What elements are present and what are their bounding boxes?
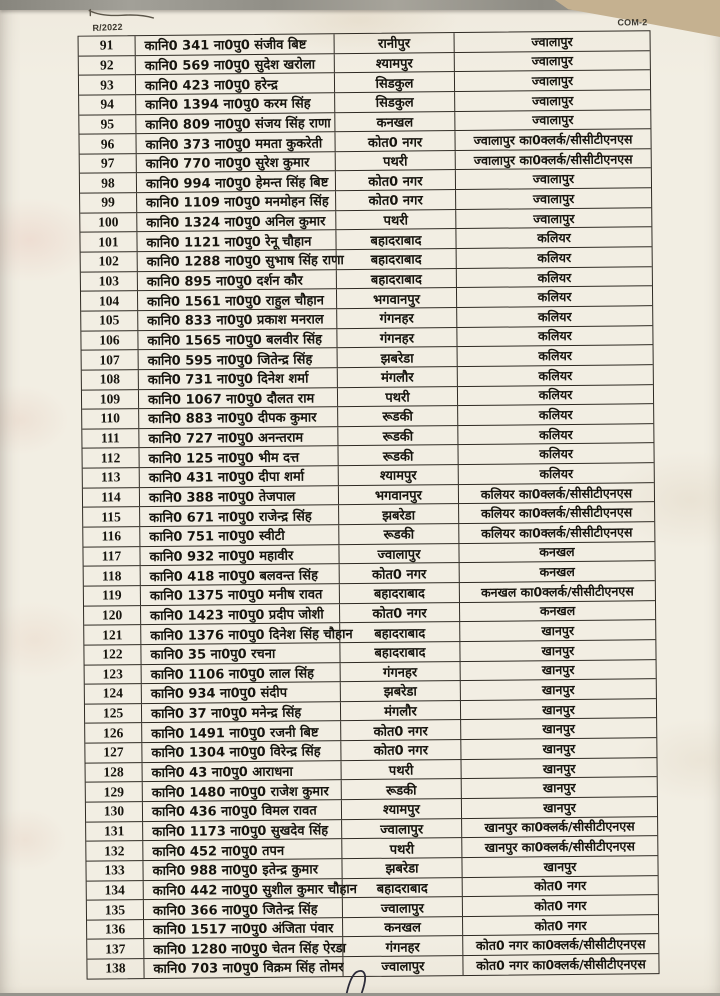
cell-transfer-posting: कलियर	[456, 287, 652, 308]
cell-current-posting: ज्वालापुर	[341, 819, 461, 839]
cell-current-posting: पथरी	[337, 387, 457, 407]
cell-transfer-posting: कोत0 नगर	[462, 915, 658, 936]
cell-serial-number: 98	[101, 175, 115, 191]
cell-transfer-posting: खानपुर	[461, 797, 657, 818]
cell-transfer-posting: कलियर	[457, 385, 653, 406]
cell-rank-number-name: कानि0 809 ना0पु0 संजय सिंह राणा	[135, 113, 334, 134]
cell-serial-number: 129	[103, 783, 124, 800]
cell-rank-number-name: कानि0 125 ना0पु0 भीम दत्त	[138, 447, 337, 468]
cell-rank-number-name: कानि0 703 ना0पु0 विक्रम सिंह तोमर	[143, 957, 342, 978]
cell-current-posting: रूडकी	[338, 524, 458, 544]
cell-serial-number: 122	[102, 646, 123, 662]
cell-serial-number: 120	[101, 607, 123, 623]
cell-rank-number-name: कानि0 770 ना0पु0 सुरेश कुमार	[136, 152, 335, 173]
cell-transfer-posting: खानपुर	[460, 679, 656, 700]
cell-current-posting: कोत0 नगर	[339, 563, 459, 583]
cell-transfer-posting: कलियर	[456, 267, 652, 288]
cell-current-posting: बहादराबाद	[339, 642, 459, 662]
cell-transfer-posting: कलियर	[458, 463, 654, 484]
cell-rank-number-name: कानि0 751 ना0पु0 स्वीटी	[139, 525, 338, 546]
cell-transfer-posting: कलियर	[457, 345, 653, 366]
cell-serial-number: 121	[102, 626, 123, 643]
cell-rank-number-name: कानि0 934 ना0पु0 संदीप	[141, 682, 340, 703]
cell-rank-number-name: कानि0 932 ना0पु0 महावीर	[139, 545, 338, 566]
cell-current-posting: सिडकुल	[334, 72, 454, 92]
cell-rank-number-name: कानि0 1324 ना0पु0 अनिल कुमार	[136, 211, 335, 232]
cell-serial-number: 95	[100, 116, 115, 132]
cell-serial-number: 103	[98, 273, 120, 289]
cell-serial-number: 115	[101, 508, 121, 525]
cell-serial-number: 135	[104, 901, 126, 917]
cell-transfer-posting: कलियर	[457, 424, 653, 445]
cell-rank-number-name: कानि0 1491 ना0पु0 रजनी बिष्ट	[141, 722, 340, 743]
cell-transfer-posting: खानपुर	[461, 778, 657, 799]
cell-transfer-posting: कलियर का0क्लर्क/सीसीटीएनएस	[458, 483, 654, 504]
cell-transfer-posting: कलियर	[457, 404, 653, 425]
cell-transfer-posting: ज्वालापुर	[454, 110, 650, 131]
cell-serial-number: 96	[100, 135, 115, 151]
cell-transfer-posting: कलियर	[456, 306, 652, 327]
com-code: COM-2	[617, 17, 648, 28]
cell-transfer-posting: कोत0 नगर का0क्लर्क/सीसीटीएनएस	[462, 954, 658, 975]
cell-transfer-posting: ज्वालापुर	[455, 188, 651, 209]
cell-current-posting: मंगलौर	[337, 367, 457, 387]
cell-current-posting: कोत0 नगर	[335, 190, 455, 210]
cell-current-posting: रूडकी	[337, 426, 457, 446]
cell-rank-number-name: कानि0 1106 ना0पु0 लाल सिंह	[141, 663, 340, 684]
cell-current-posting: कनखल	[342, 917, 462, 937]
cell-transfer-posting: कलियर	[457, 444, 653, 465]
cell-serial-number: 113	[100, 469, 121, 485]
cell-rank-number-name: कानि0 1280 ना0पु0 चेतन सिंह ऐरडा	[143, 938, 342, 959]
cell-rank-number-name: कानि0 341 ना0पु0 संजीव बिष्ट	[135, 34, 334, 55]
cell-serial-number: 117	[101, 548, 122, 564]
cell-current-posting: मंगलौर	[340, 701, 460, 721]
cell-transfer-posting: कलियर	[455, 228, 651, 249]
cell-serial-number: 93	[100, 76, 114, 93]
cell-current-posting: कोत0 नगर	[339, 603, 459, 623]
cell-serial-number: 131	[103, 823, 125, 839]
cell-rank-number-name: कानि0 988 ना0पु0 इतेन्द्र कुमार	[142, 859, 341, 880]
cell-transfer-posting: खानपुर	[460, 738, 656, 759]
cell-transfer-posting: खानपुर	[459, 620, 655, 641]
cell-transfer-posting: खानपुर	[460, 699, 656, 720]
cell-transfer-posting: कलियर का0क्लर्क/सीसीटीएनएस	[458, 522, 654, 543]
cell-transfer-posting: कनखल	[459, 561, 655, 582]
cell-rank-number-name: कानि0 1121 ना0पु0 रेनू चौहान	[136, 231, 335, 252]
cell-transfer-posting: कनखल का0क्लर्क/सीसीटीएनएस	[459, 581, 655, 602]
cell-transfer-posting: कलियर	[456, 247, 652, 268]
cell-transfer-posting: कोत0 नगर	[462, 895, 658, 916]
cell-serial-number: 127	[103, 744, 124, 760]
cell-serial-number: 99	[101, 194, 115, 210]
corner-pen-mark	[87, 6, 157, 23]
cell-rank-number-name: कानि0 1304 ना0पु0 विरेन्द्र सिंह	[141, 741, 340, 762]
cell-transfer-posting: खानपुर का0क्लर्क/सीसीटीएनएस	[461, 817, 657, 838]
cell-transfer-posting: ज्वालापुर	[454, 31, 650, 52]
cell-serial-number: 116	[101, 528, 122, 544]
cell-current-posting: झबरेडा	[340, 681, 460, 701]
cell-rank-number-name: कानि0 1067 ना0पु0 दौलत राम	[138, 388, 337, 409]
cell-serial-number: 118	[101, 567, 122, 584]
cell-transfer-posting: कोत0 नगर	[462, 876, 658, 897]
cell-current-posting: पथरी	[341, 760, 461, 780]
cell-transfer-posting: ज्वालापुर	[455, 169, 651, 190]
cell-rank-number-name: कानि0 418 ना0पु0 बलवन्त सिंह	[140, 565, 339, 586]
cell-serial-number: 136	[104, 921, 126, 937]
cell-rank-number-name: कानि0 1561 ना0पु0 राहुल चौहान	[137, 290, 336, 311]
cell-rank-number-name: कानि0 1173 ना0पु0 सुखदेव सिंह	[142, 820, 341, 841]
cell-rank-number-name: कानि0 1375 ना0पु0 मनीष रावत	[140, 584, 339, 605]
cell-rank-number-name: कानि0 431 ना0पु0 दीपा शर्मा	[139, 466, 338, 487]
cell-current-posting: गंगनहर	[336, 308, 456, 328]
cell-transfer-posting: ज्वालापुर	[454, 90, 650, 111]
cell-current-posting: रूडकी	[341, 779, 461, 799]
cell-current-posting: ज्वालापुर	[342, 897, 462, 917]
cell-transfer-posting: ज्वालापुर	[454, 70, 650, 91]
cell-transfer-posting: खानपुर	[461, 856, 657, 877]
cell-rank-number-name: कानि0 595 ना0पु0 जितेन्द्र सिंह	[138, 348, 337, 369]
cell-current-posting: ज्वालापुर	[342, 956, 462, 976]
cell-transfer-posting: ज्वालापुर का0क्लर्क/सीसीटीएनएस	[454, 129, 650, 150]
cell-serial-number: 104	[98, 292, 120, 309]
cell-serial-number: 107	[99, 351, 120, 368]
cell-rank-number-name: कानि0 452 ना0पु0 तपन	[142, 839, 341, 860]
register-code: R/2022	[92, 21, 123, 34]
cell-current-posting: कोत0 नगर	[335, 171, 455, 191]
cell-current-posting: श्यामपुर	[334, 53, 454, 73]
cell-current-posting: झबरेडा	[341, 858, 461, 878]
cell-serial-number: 101	[98, 234, 119, 250]
cell-serial-number: 112	[100, 450, 121, 466]
cell-transfer-posting: कनखल	[458, 542, 654, 563]
signature-pen-mark	[334, 968, 394, 994]
cell-transfer-posting: कनखल	[459, 601, 655, 622]
cell-rank-number-name: कानि0 1517 ना0पु0 अंजिता पंवार	[143, 918, 342, 939]
cell-serial-number: 92	[99, 57, 114, 73]
cell-current-posting: कोत0 नगर	[340, 740, 460, 760]
cell-serial-number: 126	[103, 725, 124, 741]
cell-current-posting: पथरी	[341, 838, 461, 858]
cell-rank-number-name: कानि0 373 ना0पु0 ममता कुकरेती	[135, 132, 334, 153]
cell-rank-number-name: कानि0 1565 ना0पु0 बलवीर सिंह	[137, 329, 336, 350]
cell-transfer-posting: खानपुर	[460, 660, 656, 681]
cell-current-posting: पथरी	[335, 151, 455, 171]
cell-rank-number-name: कानि0 727 ना0पु0 अनन्तराम	[138, 427, 337, 448]
cell-rank-number-name: कानि0 895 ना0पु0 दर्शन कौर	[137, 270, 336, 291]
cell-current-posting: बहादराबाद	[336, 249, 456, 269]
cell-serial-number: 91	[99, 37, 114, 53]
cell-current-posting: गंगनहर	[336, 328, 456, 348]
cell-serial-number: 100	[98, 214, 119, 230]
cell-serial-number: 125	[102, 705, 124, 721]
cell-serial-number: 128	[103, 764, 124, 780]
cell-current-posting: श्यामपुर	[338, 465, 458, 485]
cell-transfer-posting: कलियर का0क्लर्क/सीसीटीएनएस	[458, 503, 654, 524]
cell-current-posting: ज्वालापुर	[338, 544, 458, 564]
cell-serial-number: 109	[99, 391, 121, 407]
cell-rank-number-name: कानि0 569 ना0पु0 सुदेश खरोला	[135, 54, 334, 75]
cell-serial-number: 133	[104, 862, 125, 878]
cell-current-posting: भगवानपुर	[336, 288, 456, 308]
cell-current-posting: झबरेडा	[338, 504, 458, 524]
cell-current-posting: कोत0 नगर	[334, 131, 454, 151]
cell-serial-number: 97	[100, 155, 115, 171]
cell-serial-number: 106	[99, 332, 120, 348]
cell-rank-number-name: कानि0 423 ना0पु0 हरेन्द्र	[135, 74, 334, 95]
cell-rank-number-name: कानि0 436 ना0पु0 विमल रावत	[142, 800, 341, 821]
cell-serial-number: 123	[102, 666, 123, 682]
cell-rank-number-name: कानि0 1288 ना0पु0 सुभाष सिंह राणा	[137, 250, 336, 271]
cell-rank-number-name: कानि0 35 ना0पु0 रचना	[140, 643, 339, 664]
cell-serial-number: 134	[104, 882, 125, 898]
cell-transfer-posting: कलियर	[457, 365, 653, 386]
cell-current-posting: श्यामपुर	[341, 799, 461, 819]
cell-rank-number-name: कानि0 1376 ना0पु0 दिनेश सिंह चौहान	[140, 623, 339, 644]
cell-rank-number-name: कानि0 671 ना0पु0 राजेन्द्र सिंह	[139, 506, 338, 527]
cell-rank-number-name: कानि0 731 ना0पु0 दिनेश शर्मा	[138, 368, 337, 389]
cell-current-posting: झबरेडा	[337, 347, 457, 367]
cell-serial-number: 110	[100, 410, 121, 426]
cell-serial-number: 94	[100, 96, 115, 112]
cell-serial-number: 102	[98, 253, 119, 269]
cell-transfer-posting: खानपुर	[459, 640, 655, 661]
cell-rank-number-name: कानि0 1109 ना0पु0 मनमोहन सिंह	[136, 191, 335, 212]
cell-transfer-posting: कोत0 नगर का0क्लर्क/सीसीटीएनएस	[462, 935, 658, 956]
cell-serial-number: 124	[102, 685, 124, 701]
cell-rank-number-name: कानि0 37 ना0पु0 मनेन्द्र सिंह	[141, 702, 340, 723]
cell-serial-number: 108	[99, 371, 121, 387]
cell-current-posting: बहादराबाद	[339, 622, 459, 642]
cell-transfer-posting: खानपुर का0क्लर्क/सीसीटीएनएस	[461, 836, 657, 857]
cell-serial-number: 138	[105, 960, 126, 976]
cell-rank-number-name: कानि0 1394 ना0पु0 करम सिंह	[135, 93, 334, 114]
cell-current-posting: गंगनहर	[340, 662, 460, 682]
cell-rank-number-name: कानि0 994 ना0पु0 हेमन्त सिंह बिष्ट	[136, 172, 335, 193]
cell-current-posting: पथरी	[335, 210, 455, 230]
cell-current-posting: बहादराबाद	[339, 583, 459, 603]
cell-rank-number-name: कानि0 1480 ना0पु0 राजेश कुमार	[142, 781, 341, 802]
cell-serial-number: 132	[104, 842, 125, 859]
cell-serial-number: 105	[99, 312, 120, 328]
cell-serial-number: 111	[100, 430, 120, 446]
transfer-table	[78, 30, 660, 979]
cell-transfer-posting: ज्वालापुर का0क्लर्क/सीसीटीएनएस	[455, 149, 651, 170]
cell-serial-number: 137	[105, 941, 126, 957]
cell-current-posting: कोत0 नगर	[340, 720, 460, 740]
cell-rank-number-name: कानि0 43 ना0पु0 आराधना	[142, 761, 341, 782]
cell-serial-number: 130	[103, 803, 125, 819]
cell-current-posting: रानीपुर	[334, 33, 454, 53]
cell-rank-number-name: कानि0 442 ना0पु0 सुशील कुमार चौहान	[143, 879, 342, 900]
cell-current-posting: रूडकी	[337, 406, 457, 426]
cell-rank-number-name: कानि0 366 ना0पु0 जितेन्द्र सिंह	[143, 898, 342, 919]
cell-current-posting: रूडकी	[337, 446, 457, 466]
cell-rank-number-name: कानि0 1423 ना0पु0 प्रदीप जोशी	[140, 604, 339, 625]
cell-transfer-posting: ज्वालापुर	[454, 51, 650, 72]
cell-rank-number-name: कानि0 833 ना0पु0 प्रकाश मनराल	[137, 309, 336, 330]
cell-current-posting: बहादराबाद	[342, 878, 462, 898]
cell-transfer-posting: कलियर	[456, 326, 652, 347]
cell-rank-number-name: कानि0 883 ना0पु0 दीपक कुमार	[138, 407, 337, 428]
cell-serial-number: 114	[101, 489, 121, 505]
cell-current-posting: गंगनहर	[342, 937, 462, 957]
cell-current-posting: सिडकुल	[334, 92, 454, 112]
cell-current-posting: बहादराबाद	[335, 229, 455, 249]
cell-transfer-posting: खानपुर	[460, 758, 656, 779]
cell-rank-number-name: कानि0 388 ना0पु0 तेजपाल	[139, 486, 338, 507]
cell-current-posting: कनखल	[334, 112, 454, 132]
cell-serial-number: 119	[102, 587, 122, 603]
cell-current-posting: बहादराबाद	[336, 269, 456, 289]
cell-transfer-posting: खानपुर	[460, 719, 656, 740]
cell-transfer-posting: ज्वालापुर	[455, 208, 651, 229]
cell-current-posting: भगवानपुर	[338, 485, 458, 505]
